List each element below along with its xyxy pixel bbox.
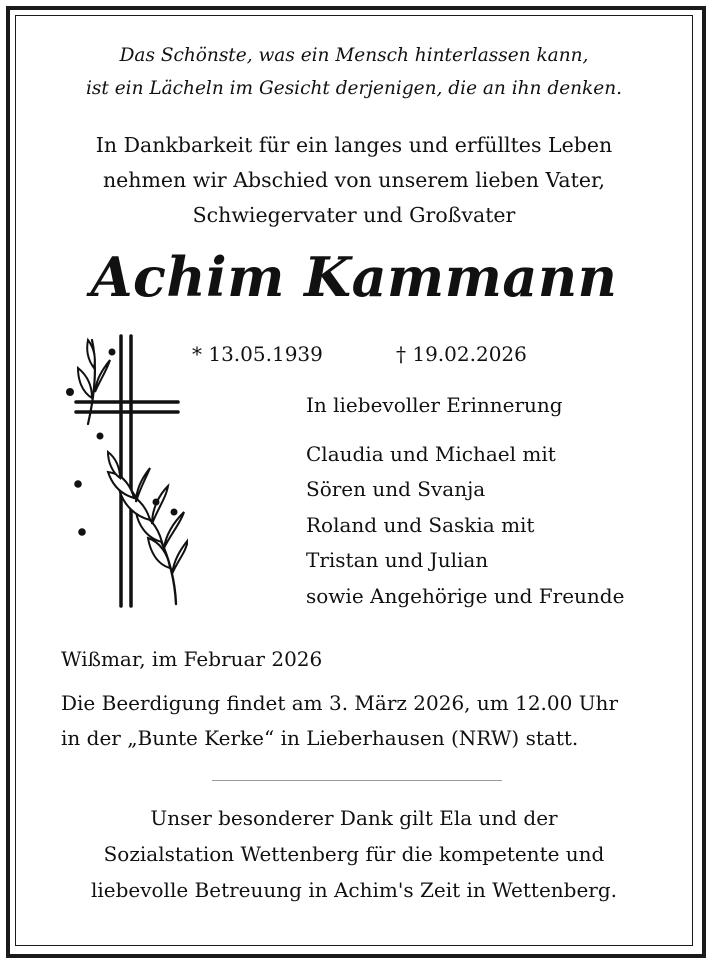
cross-with-palm-branch-icon xyxy=(58,328,188,614)
thanks-line-3: liebevolle Betreuung in Achim's Zeit in Wettenberg. xyxy=(90,878,618,902)
birth-date: * 13.05.1939 xyxy=(192,342,323,366)
mourner-line-3: Roland und Saskia mit xyxy=(306,513,535,537)
thanks-line-2: Sozialstation Wettenberg für die kompetente und xyxy=(103,842,605,866)
thanks-line-1: Unser besonderer Dank gilt Ela und der xyxy=(150,806,558,830)
intro-line-2: nehmen wir Abschied von unserem lieben Vater, xyxy=(102,168,606,192)
quote-line-1: Das Schönste, was ein Mensch hinterlassen kann, xyxy=(119,45,589,66)
thanks-block xyxy=(0,800,708,908)
place-date: Wißmar, im Februar 2026 xyxy=(61,647,323,671)
divider xyxy=(212,780,502,781)
funeral-line-2: in der „Bunte Kerke“ in Lieberhausen (NRW) statt. xyxy=(61,726,579,750)
quote-line-2: ist ein Lächeln im Gesicht derjenigen, die an ihn denken. xyxy=(85,78,623,99)
mourner-line-4: Tristan und Julian xyxy=(306,548,489,572)
mourner-line-1: Claudia und Michael mit xyxy=(306,442,556,466)
remembrance-text: In liebevoller Erinnerung xyxy=(306,393,563,417)
intro-line-1: In Dankbarkeit für ein langes und erfülltes Leben xyxy=(95,133,613,157)
funeral-line-1: Die Beerdigung findet am 3. März 2026, um 12.00 Uhr xyxy=(61,691,619,715)
death-date: † 19.02.2026 xyxy=(396,342,527,366)
deceased-name: Achim Kammann xyxy=(90,245,618,309)
mourner-line-5: sowie Angehörige und Freunde xyxy=(306,584,625,608)
intro-line-3: Schwiegervater und Großvater xyxy=(192,203,516,227)
mourner-line-2: Sören und Svanja xyxy=(306,477,486,501)
